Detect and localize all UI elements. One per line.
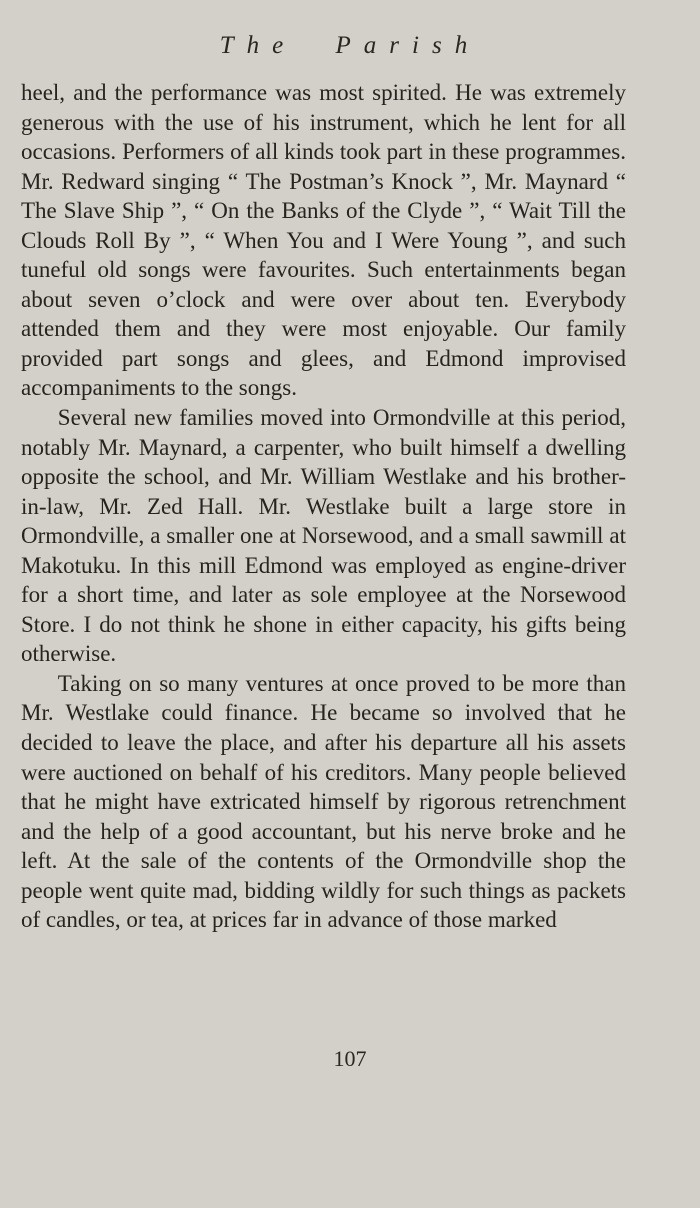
paragraph-1: heel, and the performance was most spirited. He was extremely generous with the use of his instrument, which he lent for all occasions. Performers of all kinds took part in these programmes. Mr. Redward singing “ The Postman’s Knock ”, Mr. Maynard “ The Slave Ship ”, “ On the Banks of the Clyde ”, “ Wait Till the Clouds Roll By ”, “ When You and I Were Young ”, and such tuneful old songs were favourites. Such entertainments began about seven o’clock and were over about ten. Everybody attended them and they were most enjoyable. Our family provided part songs and glees, and Edmond improvised accompaniments to the songs.: [21, 80, 626, 401]
page-number: 107: [333, 1046, 367, 1071]
paragraph-2: Several new families moved into Ormondville at this period, notably Mr. Maynard, a carpenter, who built himself a dwelling opposite the school, and Mr. William Westlake and his brother-in-law, Mr. Zed Hall. Mr. Westlake built a large store in Ormondville, a smaller one at Norsewood, and a small sawmill at Makotuku. In this mill Edmond was employed as engine-driver for a short time, and later as sole employee at the Norsewood Store. I do not think he shone in either capacity, his gifts being otherwise.: [21, 405, 626, 667]
body-text: [21, 78, 626, 935]
paragraph-3: Taking on so many ventures at once proved to be more than Mr. Westlake could finance. He became so involved that he decided to leave the place, and after his departure all his assets were auctioned on behalf of his creditors. Many people believed that he might have extricated himself by rigorous retrenchment and the help of a good accountant, but his nerve broke and he left. At the sale of the contents of the Ormondville shop the people went quite mad, bidding wildly for such things as packets of candles, or tea, at prices far in advance of those marked: [21, 670, 626, 933]
running-head: The Parish: [219, 32, 481, 59]
